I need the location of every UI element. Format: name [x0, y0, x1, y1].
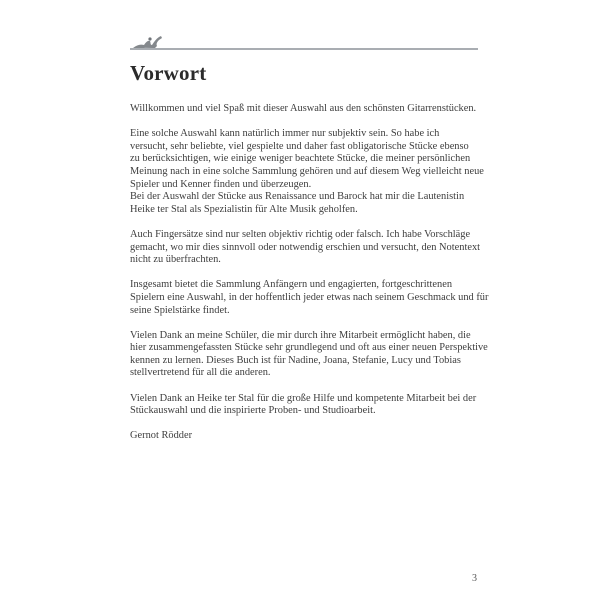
text-line: seine Spielstärke findet.: [130, 304, 230, 316]
text-line: Gernot Rödder: [130, 430, 193, 442]
text-line: versucht, sehr beliebte, viel gespielte und daher fast obligatorische Stücke ebenso: [130, 140, 469, 152]
text-line: Vielen Dank an Heike ter Stal für die große Hilfe und kompetente Mitarbeit bei der: [130, 392, 477, 404]
text-line: gemacht, wo mir dies sinnvoll oder notwendig erschien und versucht, den Notentext: [130, 241, 481, 253]
text-line: hier zusammengefassten Stücke sehr grundlegend und oft aus einer neuen Perspektive: [130, 342, 488, 354]
text-line: Eine solche Auswahl kann natürlich immer nur subjektiv sein. So habe ich: [130, 128, 440, 140]
author-signature: [130, 430, 480, 443]
paragraph-selection: [130, 128, 484, 191]
text-line: Meinung nach in eine solche Sammlung gehören und auf diesem Weg vielleicht neue: [130, 165, 484, 177]
page-title: Vorwort: [130, 61, 207, 85]
text-line: Spieler und Kenner finden und überzeugen.: [130, 178, 312, 190]
text-line: stellvertretend für all die anderen.: [130, 367, 271, 379]
paragraph-fingering: [130, 229, 480, 267]
text-line: Stückauswahl und die inspirierte Proben- und Studioarbeit.: [130, 405, 376, 417]
text-line: kennen zu lernen. Dieses Buch ist für Nadine, Joana, Stefanie, Lucy und Tobias: [130, 354, 461, 366]
text-line: Heike ter Stal als Spezialistin für Alte Musik geholfen.: [130, 203, 358, 215]
text-line: Spielern eine Auswahl, in der hoffentlich jeder etwas nach seinem Geschmack und für: [130, 291, 489, 303]
page-number: 3: [472, 573, 477, 584]
paragraph-renaissance-baroque: [130, 191, 480, 216]
foreword-body: [130, 103, 489, 456]
paragraph-overall: [130, 279, 489, 317]
paragraph-welcome: [130, 103, 480, 116]
header-rule: [130, 48, 478, 50]
text-line: zu berücksichtigen, wie einige weniger beachtete Stücke, die meiner persönlichen: [130, 153, 471, 165]
text-line: Willkommen und viel Spaß mit dieser Auswahl aus den schönsten Gitarrenstücken.: [130, 103, 477, 114]
text-line: Insgesamt bietet die Sammlung Anfängern und engagierten, fortgeschrittenen: [130, 279, 453, 291]
text-line: nicht zu überfrachten.: [130, 254, 221, 266]
text-line: Bei der Auswahl der Stücke aus Renaissance und Barock hat mir die Lautenistin: [130, 191, 465, 203]
paragraph-thanks-heike: [130, 393, 480, 418]
text-line: Vielen Dank an meine Schüler, die mir durch ihre Mitarbeit ermöglicht haben, die: [130, 329, 471, 341]
paragraph-thanks-students: [130, 329, 488, 380]
text-line: Auch Fingersätze sind nur selten objektiv richtig oder falsch. Ich habe Vorschläge: [130, 228, 471, 240]
